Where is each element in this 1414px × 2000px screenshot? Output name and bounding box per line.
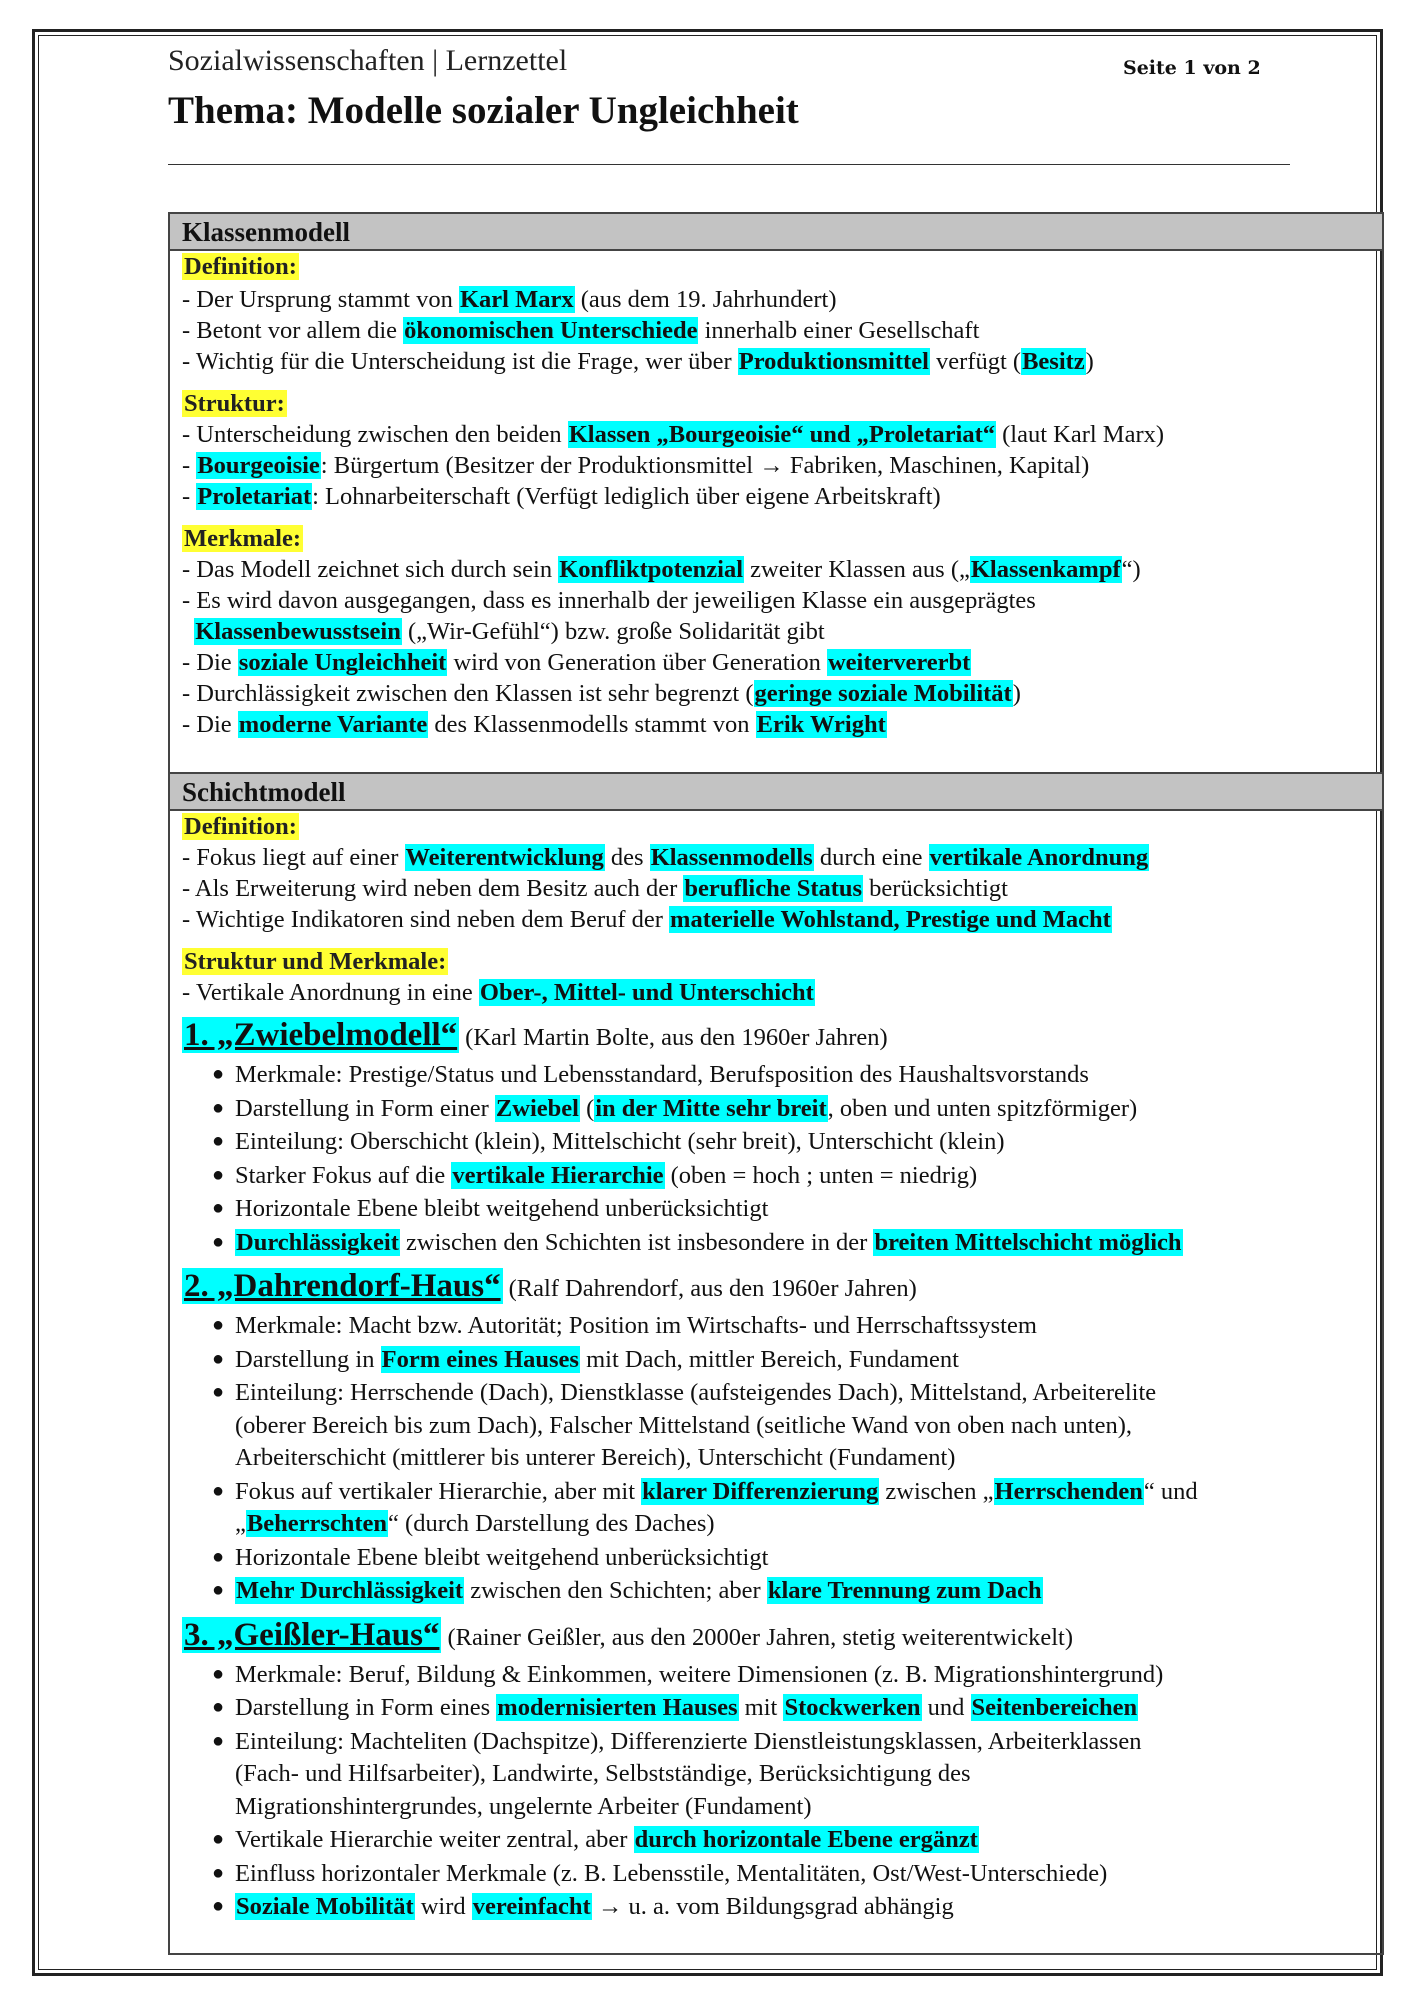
text: , oben und unten spitzförmiger) — [827, 1094, 1138, 1122]
text: Merkmale: Macht bzw. Autorität; Position im Wirtschafts- und Herrschaftssystem — [235, 1312, 1037, 1339]
page-title: Thema: Modelle sozialer Ungleichheit — [168, 89, 799, 132]
text: durch eine — [813, 844, 929, 871]
text: - — [182, 451, 197, 479]
text: Fokus auf vertikaler Hierarchie, aber mit — [235, 1477, 642, 1505]
highlight: vertikale Hierarchie — [452, 1161, 664, 1189]
text-line — [182, 315, 1382, 346]
subheading-dahrendorf-haus — [182, 1263, 1382, 1309]
text-line — [182, 904, 1382, 935]
highlight: Zwiebel — [495, 1094, 579, 1122]
subheading-geissler-haus — [182, 1612, 1382, 1658]
text: Einteilung: Machteliten (Dachspitze), Differenzierte Dienstleistungsklassen, Arbeiterklassen — [235, 1727, 1142, 1755]
text: - Das Modell zeichnet sich durch sein — [182, 555, 559, 583]
text: - Vertikale Anordnung in eine — [182, 979, 479, 1006]
bullet-continuation — [182, 1508, 1382, 1541]
highlight: materielle Wohlstand, Prestige und Macht — [670, 906, 1111, 933]
bullet-icon: ● — [212, 1130, 225, 1152]
text: (oberer Bereich bis zum Dach), Falscher Mittelstand (seitliche Wand von oben nach unten), — [235, 1411, 1132, 1439]
text — [182, 618, 194, 645]
highlight: Herrschenden — [994, 1477, 1143, 1505]
text: des Klassenmodells stammt von — [428, 710, 756, 738]
highlight: Erik Wright — [756, 710, 886, 738]
section-heading: Schichtmodell — [170, 774, 1382, 811]
text: des — [604, 844, 650, 871]
bullet-continuation — [182, 1442, 1382, 1475]
text: mit Dach, mittler Bereich, Fundament — [579, 1345, 959, 1373]
highlight: Klassen „Bourgeoisie“ und „Proletariat“ — [568, 420, 995, 448]
text: verfügt ( — [929, 347, 1022, 375]
text-line — [182, 481, 1382, 512]
bullet-item — [182, 1541, 1382, 1575]
highlight: Durchlässigkeit — [236, 1228, 399, 1256]
bullet-icon: ● — [212, 1063, 225, 1085]
text: ) — [1012, 679, 1021, 707]
highlight: weitervererbt — [827, 648, 971, 676]
text: berücksichtigt — [863, 875, 1008, 902]
subheading-note: (Karl Martin Bolte, aus den 1960er Jahren) — [465, 1024, 888, 1051]
text: Darstellung in Form eines — [235, 1694, 497, 1721]
text: - Es wird davon ausgegangen, dass es innerhalb der jeweiligen Klasse ein ausgeprägtes — [182, 586, 1036, 614]
text: Darstellung in — [235, 1345, 381, 1373]
definition-label: Definition: — [184, 813, 297, 840]
text: Horizontale Ebene bleibt weitgehend unberücksichtigt — [235, 1543, 769, 1571]
text-line — [182, 873, 1382, 904]
text-line — [182, 554, 1382, 585]
text: : Bürgertum (Besitzer der Produktionsmittel → Fabriken, Maschinen, Kapital) — [320, 451, 1090, 479]
bullet-icon: ● — [212, 1828, 225, 1850]
text: Vertikale Hierarchie weiter zentral, aber — [235, 1826, 634, 1853]
text-line — [182, 450, 1382, 481]
bullet-icon: ● — [212, 1545, 225, 1568]
highlight: breiten Mittelschicht möglich — [874, 1228, 1182, 1256]
highlight: Klassenbewusstsein — [195, 617, 401, 645]
text: Merkmale: Beruf, Bildung & Einkommen, weitere Dimensionen (z. B. Migrationshintergrund) — [235, 1660, 1164, 1688]
bullet-continuation — [182, 1410, 1382, 1443]
highlight: Beherrschten — [246, 1510, 388, 1537]
text: Merkmale: Prestige/Status und Lebensstandard, Berufsposition des Haushaltsvorstands — [235, 1061, 1089, 1088]
highlight: geringe soziale Mobilität — [754, 679, 1012, 707]
text: innerhalb einer Gesellschaft — [698, 316, 980, 344]
merkmale-label: Merkmale: — [184, 524, 301, 552]
bullet-item — [182, 1857, 1382, 1891]
text: (laut Karl Marx) — [996, 420, 1165, 448]
section-content — [170, 251, 1382, 740]
text-line — [182, 585, 1382, 616]
bullet-item — [182, 1376, 1382, 1410]
text: „ — [235, 1510, 246, 1537]
definition-label: Definition: — [184, 253, 297, 280]
highlight: Besitz — [1022, 347, 1085, 375]
text: - — [182, 482, 197, 510]
bullet-item — [182, 1691, 1382, 1725]
bullet-icon: ● — [212, 1662, 225, 1685]
text: (Fach- und Hilfsarbeiter), Landwirte, Selbstständige, Berücksichtigung des — [235, 1760, 971, 1787]
highlight: berufliche Status — [684, 875, 863, 902]
bullet-item — [182, 1092, 1382, 1126]
bullet-item — [182, 1058, 1382, 1092]
struktur-merkmale-label: Struktur und Merkmale: — [184, 948, 447, 975]
text: “ (durch Darstellung des Daches) — [388, 1510, 715, 1537]
highlight: vereinfacht — [472, 1893, 591, 1920]
bullet-continuation — [182, 1791, 1382, 1824]
highlight: Klassenmodells — [650, 844, 813, 871]
text: - Die — [182, 648, 238, 676]
highlight: Form eines Hauses — [381, 1345, 579, 1373]
bullet-item — [182, 1343, 1382, 1377]
section-heading: Klassenmodell — [170, 214, 1382, 251]
text-line — [182, 647, 1382, 678]
header-subject: Sozialwissenschaften | Lernzettel — [168, 44, 568, 77]
bullet-item — [182, 1725, 1382, 1759]
text: - Der Ursprung stammt von — [182, 285, 459, 313]
bullet-icon: ● — [212, 1861, 225, 1884]
text: - Wichtig für die Unterscheidung ist die Frage, wer über — [182, 347, 738, 375]
page-number: Seite 1 von 2 — [1123, 57, 1261, 79]
text-line — [182, 678, 1382, 709]
text: - Die — [182, 710, 238, 738]
text: zwischen den Schichten; aber — [464, 1577, 767, 1604]
text: - Fokus liegt auf einer — [182, 844, 405, 871]
highlight: Produktionsmittel — [738, 347, 929, 375]
text: Migrationshintergrundes, ungelernte Arbeiter (Fundament) — [235, 1792, 812, 1820]
subheading-note: (Rainer Geißler, aus den 2000er Jahren, stetig weiterentwickelt) — [447, 1623, 1074, 1651]
definition-label-line — [182, 251, 1382, 284]
highlight: moderne Variante — [238, 710, 428, 738]
highlight: vertikale Anordnung — [929, 844, 1149, 871]
merkmale-label-line — [182, 523, 1382, 554]
text: zwischen „ — [879, 1477, 994, 1505]
text: (aus dem 19. Jahrhundert) — [574, 285, 837, 313]
bullet-item — [182, 1159, 1382, 1193]
subheading-title: 2. „Dahrendorf-Haus“ — [184, 1268, 501, 1304]
text: ( — [579, 1094, 595, 1122]
text-line — [182, 419, 1382, 450]
text: wird — [414, 1893, 472, 1920]
bullet-item — [182, 1192, 1382, 1226]
text-line — [182, 346, 1382, 377]
bullet-icon: ● — [212, 1579, 225, 1601]
bullet-icon: ● — [212, 1895, 225, 1917]
text: “ und — [1143, 1477, 1198, 1505]
subheading-note: (Ralf Dahrendorf, aus den 1960er Jahren) — [508, 1275, 917, 1302]
highlight: Ober-, Mittel- und Unterschicht — [479, 979, 814, 1006]
text: wird von Generation über Generation — [447, 648, 827, 676]
highlight: Konfliktpotenzial — [559, 555, 743, 583]
text: Einfluss horizontaler Merkmale (z. B. Lebensstile, Mentalitäten, Ost/West-Unterschiede) — [235, 1859, 1108, 1887]
text: und — [921, 1694, 971, 1721]
text: („Wir-Gefühl“) bzw. große Solidarität gibt — [401, 617, 825, 645]
highlight: Mehr Durchlässigkeit — [236, 1577, 464, 1604]
text: zweiter Klassen aus („ — [744, 555, 970, 583]
text: - Durchlässigkeit zwischen den Klassen ist sehr begrenzt ( — [182, 679, 754, 707]
subheading-title: 3. „Geißler-Haus“ — [184, 1616, 440, 1653]
text: : Lohnarbeiterschaft (Verfügt lediglich über eigene Arbeitskraft) — [312, 482, 941, 510]
subheading-zwiebelmodell — [182, 1012, 1382, 1058]
highlight: Seitenbereichen — [971, 1694, 1138, 1721]
bullet-item — [182, 1658, 1382, 1692]
text-line — [182, 284, 1382, 315]
text: → u. a. vom Bildungsgrad abhängig — [591, 1893, 954, 1920]
highlight: ökonomischen Unterschiede — [404, 316, 698, 344]
text: mit — [738, 1694, 784, 1721]
highlight: klare Trennung zum Dach — [767, 1577, 1042, 1604]
text: Horizontale Ebene bleibt weitgehend unberücksichtigt — [235, 1195, 769, 1222]
header-divider — [168, 164, 1290, 165]
subheading-title: 1. „Zwiebelmodell“ — [184, 1017, 458, 1053]
highlight: Klassenkampf — [970, 555, 1121, 583]
text-line — [182, 616, 1382, 647]
text-line — [182, 709, 1382, 740]
highlight: Weiterentwicklung — [405, 844, 604, 871]
text: Einteilung: Oberschicht (klein), Mittelschicht (sehr breit), Unterschicht (klein) — [235, 1128, 1005, 1155]
text: ) — [1085, 347, 1094, 375]
section-content — [170, 811, 1382, 1924]
bullet-icon: ● — [212, 1347, 225, 1370]
bullet-item — [182, 1309, 1382, 1343]
bullet-item — [182, 1890, 1382, 1924]
bullet-icon: ● — [212, 1314, 225, 1336]
text-line — [182, 977, 1382, 1008]
struktur-label: Struktur: — [184, 389, 285, 417]
highlight: Soziale Mobilität — [236, 1893, 414, 1920]
bullet-icon: ● — [212, 1096, 225, 1119]
text: Starker Fokus auf die — [235, 1161, 452, 1189]
bullet-item — [182, 1226, 1382, 1260]
highlight: Karl Marx — [459, 285, 574, 313]
text: - Wichtige Indikatoren sind neben dem Beruf der — [182, 906, 670, 933]
text: Darstellung in Form einer — [235, 1094, 495, 1122]
highlight: soziale Ungleichheit — [238, 648, 447, 676]
struktur-label-line — [182, 388, 1382, 419]
text: zwischen den Schichten ist insbesondere in der — [399, 1228, 874, 1256]
section-schichtmodell — [168, 772, 1384, 1955]
highlight: in der Mitte sehr breit — [595, 1094, 827, 1122]
bullet-item — [182, 1125, 1382, 1159]
text-line — [182, 842, 1382, 873]
bullet-icon: ● — [212, 1381, 225, 1403]
bullet-icon: ● — [212, 1696, 225, 1718]
text: Einteilung: Herrschende (Dach), Dienstklasse (aufsteigendes Dach), Mittelstand, Arbeiterelite — [235, 1379, 1157, 1406]
highlight: modernisierten Hauses — [497, 1694, 738, 1721]
section-klassenmodell — [168, 212, 1384, 772]
bullet-continuation — [182, 1758, 1382, 1791]
bullet-icon: ● — [212, 1729, 225, 1752]
highlight: durch horizontale Ebene ergänzt — [634, 1826, 978, 1853]
struktur-merkmale-label-line — [182, 946, 1382, 977]
highlight: klarer Differenzierung — [642, 1477, 879, 1505]
bullet-item — [182, 1574, 1382, 1608]
highlight: Proletariat — [197, 482, 312, 510]
definition-label-line — [182, 811, 1382, 842]
bullet-icon: ● — [212, 1197, 225, 1219]
text: (oben = hoch ; unten = niedrig) — [664, 1161, 978, 1189]
bullet-icon: ● — [212, 1230, 225, 1253]
bullet-icon: ● — [212, 1479, 225, 1502]
text: Arbeiterschicht (mittlerer bis unterer Bereich), Unterschicht (Fundament) — [235, 1444, 956, 1471]
bullet-icon: ● — [212, 1163, 225, 1186]
highlight: Bourgeoisie — [197, 451, 320, 479]
text: - Betont vor allem die — [182, 316, 404, 344]
highlight: Stockwerken — [784, 1694, 921, 1721]
text: “) — [1121, 555, 1141, 583]
bullet-item — [182, 1475, 1382, 1509]
text: - Als Erweiterung wird neben dem Besitz auch der — [182, 875, 684, 902]
text: - Unterscheidung zwischen den beiden — [182, 420, 568, 448]
bullet-item — [182, 1823, 1382, 1857]
